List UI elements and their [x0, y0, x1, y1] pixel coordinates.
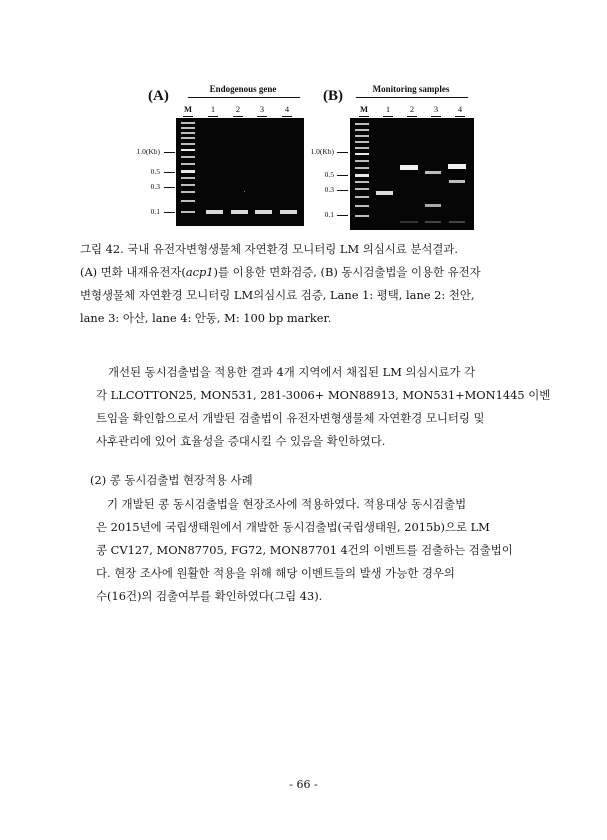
gel-image-a: [176, 118, 304, 226]
panel-b-letter: (B): [323, 88, 343, 104]
paragraph-results: [80, 361, 551, 453]
figure-caption: [80, 238, 535, 330]
panel-b-size-tick: [337, 175, 348, 176]
paragraph-line: 은 2015년에 국립생태원에서 개발한 동시검출법(국립생태원, 2015b)으로 LM: [96, 520, 490, 534]
panel-a-lane-underline: [183, 116, 193, 117]
panel-a-size-0-1: 0.1: [150, 207, 160, 216]
paragraph-line: 수(16건)의 검출여부를 확인하였다(그림 43).: [96, 589, 323, 603]
panel-a-lane-2: 2: [235, 104, 241, 114]
gel-image-b: [350, 118, 474, 230]
caption-line-4: lane 3: 아산, lane 4: 안동, M: 100 bp marker.: [80, 311, 332, 325]
panel-b-size-0-5: 0.5: [324, 170, 334, 179]
section-heading-text: (2) 콩 동시검출법 현장적용 사례: [90, 473, 253, 487]
panel-b-lane-underline: [383, 116, 393, 117]
paragraph-line: 기 개발된 콩 동시검출법을 현장조사에 적용하였다. 적용대상 동시검출법: [107, 497, 467, 511]
panel-a-lane-underline: [208, 116, 218, 117]
panel-b-lane-2: 2: [409, 104, 415, 114]
panel-b-lane-m: M: [359, 104, 369, 114]
panel-a-title: Endogenous gene: [209, 84, 277, 94]
panel-b-lane-1: 1: [385, 104, 391, 114]
panel-b-lane-underline: [431, 116, 441, 117]
panel-a-letter: (A): [148, 88, 169, 104]
gene-name-acp1: acp1: [185, 265, 214, 279]
panel-b-size-0-3: 0.3: [324, 185, 334, 194]
panel-b-lane-3: 3: [433, 104, 439, 114]
paragraph-line: 트임을 확인함으로서 개발된 검출법이 유전자변형생물체 자연환경 모니터링 및: [96, 411, 485, 425]
panel-a-lane-underline: [257, 116, 267, 117]
panel-b-lane-4: 4: [457, 104, 463, 114]
panel-a-lane-underline: [233, 116, 243, 117]
panel-b-size-1kb: 1.0(Kb): [310, 147, 334, 156]
panel-a-title-line: [188, 97, 300, 98]
panel-b-lane-underline: [455, 116, 465, 117]
panel-a-lane-underline: [282, 116, 292, 117]
panel-a-lane-4: 4: [284, 104, 290, 114]
paragraph-soybean: [80, 493, 535, 608]
section-heading: [80, 469, 535, 492]
panel-a-size-tick: [164, 212, 175, 213]
caption-line-3: 변형생물체 자연환경 모니터링 LM의심시료 검증, Lane 1: 평택, lane 2: 천안,: [80, 288, 475, 302]
panel-b-title-line: [356, 97, 468, 98]
panel-b-size-tick: [337, 190, 348, 191]
paragraph-line: 콩 CV127, MON87705, FG72, MON87701 4건의 이벤트를 검출하는 검출법이: [96, 543, 513, 557]
panel-a-size-1kb: 1.0(Kb): [136, 147, 160, 156]
panel-b-title: Monitoring samples: [372, 84, 450, 94]
panel-a-lane-3: 3: [259, 104, 265, 114]
panel-b-size-tick: [337, 215, 348, 216]
panel-a-size-0-5: 0.5: [150, 167, 160, 176]
panel-a-size-0-3: 0.3: [150, 182, 160, 191]
panel-a-lane-m: M: [183, 104, 193, 114]
panel-a-lane-1: 1: [210, 104, 216, 114]
page-number: - 66 -: [289, 778, 318, 791]
panel-a-size-tick: [164, 187, 175, 188]
panel-b-lane-underline: [407, 116, 417, 117]
caption-line-1: 그림 42. 국내 유전자변형생물체 자연환경 모니터링 LM 의심시료 분석결과.: [80, 242, 459, 256]
panel-b-lane-underline: [359, 116, 369, 117]
paragraph-line: 다. 현장 조사에 원활한 적용을 위해 해당 이벤트들의 발생 가능한 경우의: [96, 566, 455, 580]
panel-a-size-tick: [164, 152, 175, 153]
paragraph-line: 사후관리에 있어 효율성을 증대시킬 수 있음을 확인하였다.: [96, 434, 386, 448]
panel-a-size-tick: [164, 172, 175, 173]
paragraph-line: 개선된 동시검출법을 적용한 결과 4개 지역에서 채집된 LM 의심시료가 각: [108, 365, 476, 379]
caption-line-2: (A) 면화 내재유전자(acp1)를 이용한 면화검증, (B) 동시검출법을 이용한 유전자: [80, 265, 481, 279]
panel-b-size-tick: [337, 152, 348, 153]
panel-b-size-0-1: 0.1: [324, 210, 334, 219]
paragraph-line: 각 LLCOTTON25, MON531, 281-3006+ MON88913, MON531+MON1445 이벤: [96, 388, 551, 402]
